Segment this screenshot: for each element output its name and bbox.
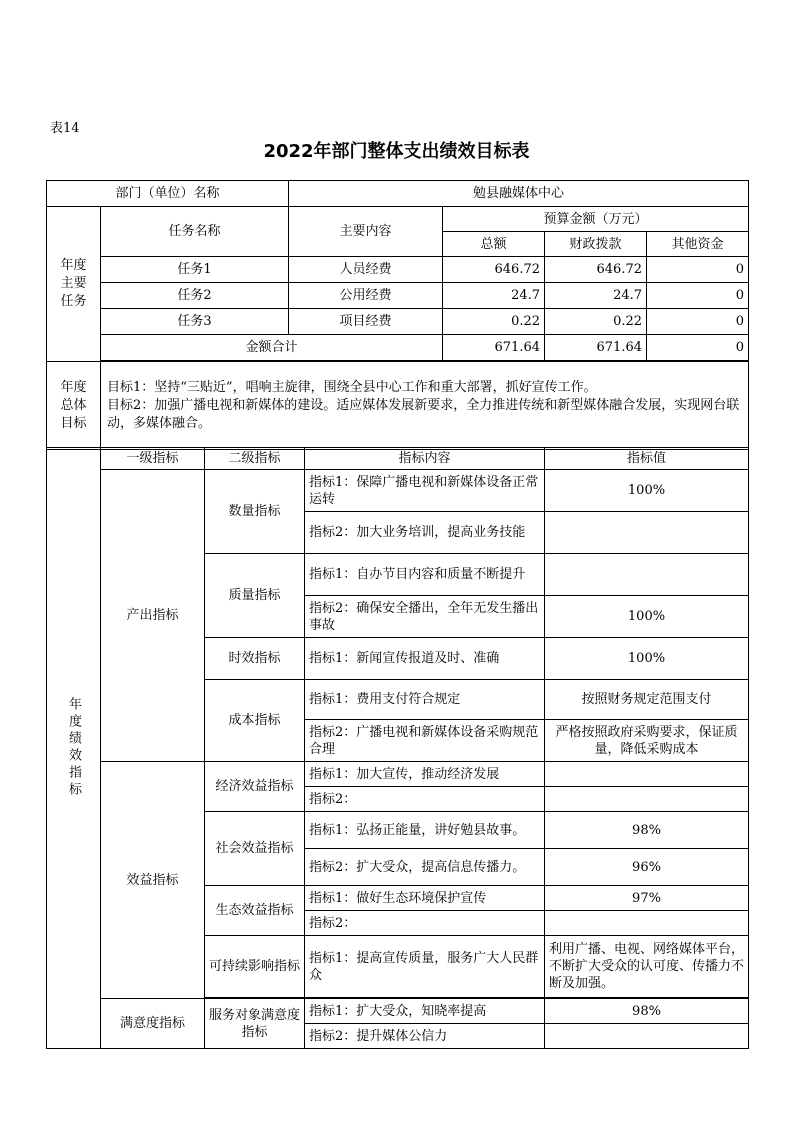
task-row — [47, 309, 749, 335]
l1-header: 一级指标 — [101, 448, 205, 470]
quantity-indicator: 数量指标 — [205, 470, 305, 554]
indicator-content: 指标2：提升媒体公信力 — [305, 1024, 545, 1049]
indicator-content: 指标1：提高宣传质量，服务广大人民群众 — [305, 936, 545, 998]
indicator-content: 指标1：弘扬正能量，讲好勉县故事。 — [305, 812, 545, 849]
task-total: 646.72 — [443, 257, 545, 283]
indicator-value: 利用广播、电视、网络媒体平台，不断扩大受众的认可度、传播力不断及加强。 — [545, 936, 749, 998]
performance-table — [46, 447, 749, 1049]
cost-indicator: 成本指标 — [205, 680, 305, 762]
indicator-content: 指标2：广播电视和新媒体设备采购规范合理 — [305, 720, 545, 762]
indicator-content: 指标1：加大宣传，推动经济发展 — [305, 762, 545, 787]
indicator-value: 100% — [545, 470, 749, 512]
total-header: 总额 — [443, 232, 545, 257]
indicator-value: 100% — [545, 638, 749, 680]
indicator-content: 指标2： — [305, 911, 545, 936]
task-other: 0 — [647, 257, 749, 283]
task-row — [47, 283, 749, 309]
satisfaction-indicator: 满意度指标 — [101, 999, 205, 1049]
indicator-value — [545, 512, 749, 554]
indicator-value: 按照财务规定范围支付 — [545, 680, 749, 720]
indicator-content: 指标1：做好生态环境保护宣传 — [305, 886, 545, 911]
indicator-value — [545, 762, 749, 787]
tasks-section-label: 年度 主要 任务 — [47, 207, 101, 362]
indicator-content: 指标2：加大业务培训，提高业务技能 — [305, 512, 545, 554]
fiscal-header: 财政拨款 — [545, 232, 647, 257]
task-name: 任务1 — [101, 257, 289, 283]
task-total: 24.7 — [443, 283, 545, 309]
indicator-content: 指标2：确保安全播出，全年无发生播出事故 — [305, 596, 545, 638]
indicator-value: 100% — [545, 596, 749, 638]
dept-value: 勉县融媒体中心 — [289, 181, 749, 207]
service-satisfaction-indicator: 服务对象满意度指标 — [205, 999, 305, 1049]
task-row — [47, 257, 749, 283]
dept-label: 部门（单位）名称 — [47, 181, 289, 207]
goal-1: 目标1：坚持“三贴近”，唱响主旋律，围绕全县中心工作和重大部署，抓好宣传工作。 — [107, 379, 597, 395]
task-other: 0 — [647, 283, 749, 309]
quality-indicator: 质量指标 — [205, 554, 305, 638]
indicator-value — [545, 911, 749, 936]
social-indicator: 社会效益指标 — [205, 812, 305, 886]
page-title: 2022年部门整体支出绩效目标表 — [263, 141, 530, 162]
indicator-content: 指标1：费用支付符合规定 — [305, 680, 545, 720]
ecology-indicator: 生态效益指标 — [205, 886, 305, 936]
annual-goals — [101, 362, 749, 450]
task-name-header: 任务名称 — [101, 207, 289, 257]
indicator-value — [545, 787, 749, 812]
sum-total: 671.64 — [443, 335, 545, 361]
indicator-value: 96% — [545, 849, 749, 886]
content-header: 指标内容 — [305, 448, 545, 470]
task-name: 任务3 — [101, 309, 289, 335]
benefit-indicator: 效益指标 — [101, 762, 205, 999]
l2-header: 二级指标 — [205, 448, 305, 470]
indicator-value — [545, 1024, 749, 1049]
time-indicator: 时效指标 — [205, 638, 305, 680]
economic-indicator: 经济效益指标 — [205, 762, 305, 812]
indicator-value: 97% — [545, 886, 749, 911]
goals-section-label: 年度 总体 目标 — [47, 362, 101, 450]
task-other: 0 — [647, 309, 749, 335]
sum-other: 0 — [647, 335, 749, 361]
goal-2: 目标2：加强广播电视和新媒体的建设。适应媒体发展新要求，全力推进传统和新型媒体融合发展，实现网台联动，多媒体融合。 — [107, 397, 740, 431]
output-indicator: 产出指标 — [101, 470, 205, 762]
indicator-value: 98% — [545, 812, 749, 849]
perf-section-label: 年度绩效指标 — [47, 448, 101, 1049]
budget-table — [46, 180, 749, 450]
other-header: 其他资金 — [647, 232, 749, 257]
indicator-value: 98% — [545, 999, 749, 1024]
indicator-value — [545, 554, 749, 596]
indicator-content: 指标1：扩大受众，知晓率提高 — [305, 999, 545, 1024]
task-total: 0.22 — [443, 309, 545, 335]
task-content: 公用经费 — [289, 283, 443, 309]
task-content: 项目经费 — [289, 309, 443, 335]
indicator-content: 指标1：自办节目内容和质量不断提升 — [305, 554, 545, 596]
value-header: 指标值 — [545, 448, 749, 470]
task-fiscal: 646.72 — [545, 257, 647, 283]
table-number: 表14 — [50, 121, 80, 136]
indicator-content: 指标2： — [305, 787, 545, 812]
sustain-indicator: 可持续影响指标 — [205, 936, 305, 998]
budget-header: 预算金额（万元） — [443, 207, 749, 232]
task-content-header: 主要内容 — [289, 207, 443, 257]
indicator-content: 指标1：保障广播电视和新媒体设备正常运转 — [305, 470, 545, 512]
task-content: 人员经费 — [289, 257, 443, 283]
task-fiscal: 0.22 — [545, 309, 647, 335]
indicator-value: 严格按照政府采购要求，保证质量，降低采购成本 — [545, 720, 749, 762]
indicator-content: 指标1：新闻宣传报道及时、准确 — [305, 638, 545, 680]
indicator-content: 指标2：扩大受众，提高信息传播力。 — [305, 849, 545, 886]
task-name: 任务2 — [101, 283, 289, 309]
task-fiscal: 24.7 — [545, 283, 647, 309]
sum-label: 金额合计 — [101, 335, 443, 361]
sum-row — [47, 335, 749, 361]
sum-fiscal: 671.64 — [545, 335, 647, 361]
